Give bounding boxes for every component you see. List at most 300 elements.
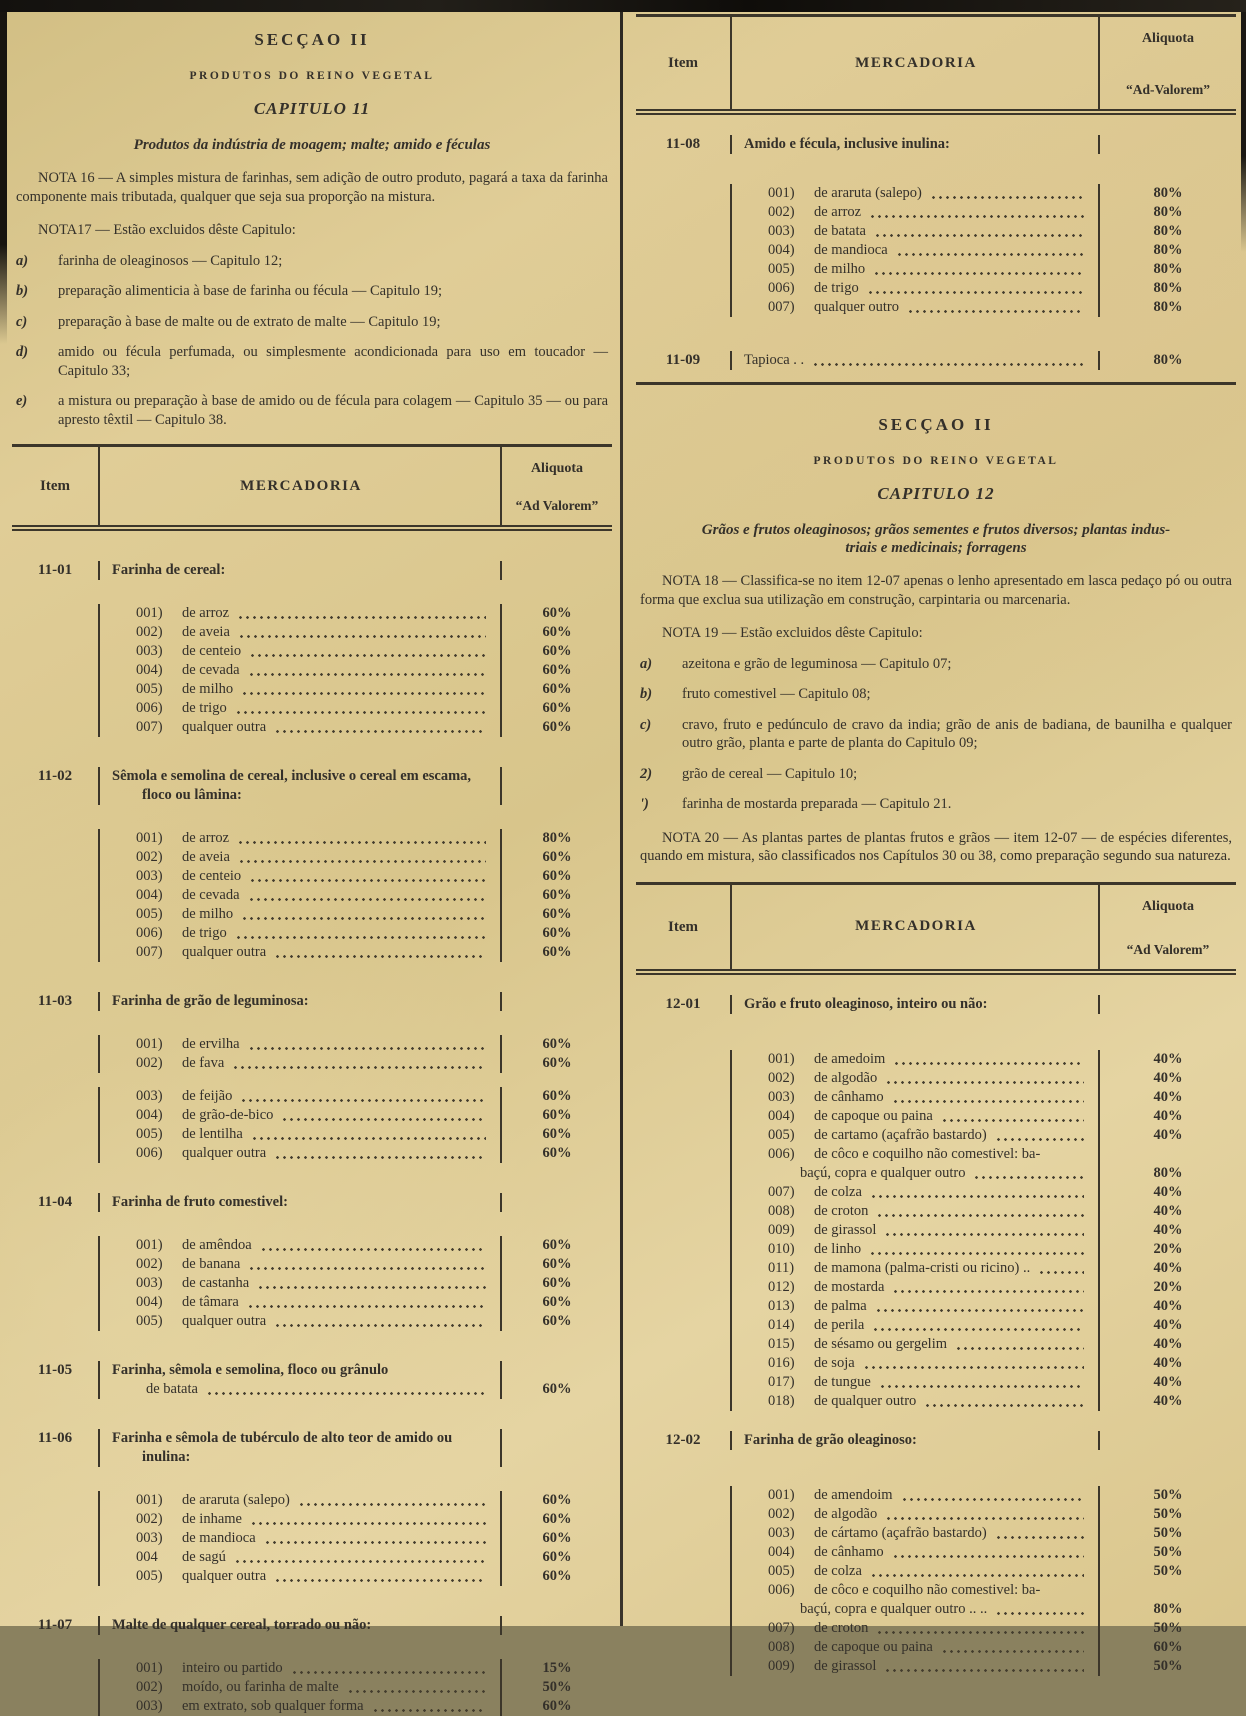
group-heading: Grão e fruto oleaginoso, inteiro ou não: — [744, 995, 988, 1012]
section-subtitle: PRODUTOS DO REINO VEGETAL — [813, 455, 1059, 467]
rate-cell: 50% — [1098, 1657, 1236, 1676]
dotted-leader — [249, 1305, 486, 1308]
mercadoria-cell — [100, 604, 500, 623]
exclusion-item — [16, 392, 608, 429]
item-cell — [12, 1293, 100, 1312]
mercadoria-cell — [100, 623, 500, 642]
dotted-leader — [881, 1385, 1084, 1388]
chapter-description: Produtos da indústria de moagem; malte; amido e féculas — [133, 137, 491, 153]
mercadoria-cell — [100, 1236, 500, 1255]
item-cell — [636, 1107, 732, 1126]
dotted-leader — [276, 730, 486, 733]
item-cell — [12, 680, 100, 699]
dotted-leader — [871, 215, 1084, 218]
entry-line — [744, 222, 1088, 241]
rate-cell: 80% — [1098, 1164, 1236, 1183]
entry-line — [744, 1297, 1088, 1316]
dotted-leader — [886, 1233, 1084, 1236]
entry-code: 001) — [136, 1660, 163, 1676]
entry-label: de qualquer outro — [814, 1392, 917, 1409]
entry-code: 006) — [768, 280, 795, 296]
entry-label: de feijão — [182, 1088, 233, 1104]
entry-line — [744, 184, 1088, 203]
dotted-leader — [957, 1347, 1084, 1350]
rate-cell: 60% — [500, 661, 612, 680]
entry-code: 008) — [768, 1202, 795, 1219]
entry-label: de côco e coquilho não comestivel: ba- — [814, 1581, 1041, 1598]
mercadoria-cell — [100, 1361, 500, 1380]
mercadoria-cell — [732, 1486, 1098, 1505]
rate-cell — [1098, 135, 1236, 154]
entry-line — [744, 203, 1088, 222]
table-row — [12, 924, 612, 943]
table-row — [12, 1163, 612, 1212]
exclusion-text: amido ou fécula perfumada, ou simplesmente acondicionada para uso em toucador — Capitulo 33; — [58, 344, 608, 379]
entry-code: 004) — [768, 1543, 795, 1560]
entry-label: de batata — [146, 1381, 198, 1397]
table-row — [636, 298, 1236, 317]
note-18: NOTA 18 — Classifica-se no item 12-07 apenas o lenho apresentado em lasca pedaço pó ou outra forma que exclua sua utilização em construção, carpintaria ou marcenaria. — [640, 573, 1232, 608]
entry-label: qualquer outro — [814, 299, 899, 315]
mercadoria-cell — [732, 1240, 1098, 1259]
exclusion-item — [16, 343, 608, 380]
item-cell — [636, 279, 732, 298]
table-row — [12, 1380, 612, 1399]
chapter11-exclusions — [12, 252, 612, 430]
entry-label: de algodão — [814, 1069, 878, 1086]
item-cell — [636, 1505, 732, 1524]
table-row — [636, 1107, 1236, 1126]
rate-cell: 60% — [500, 699, 612, 718]
mercadoria-cell — [100, 848, 500, 867]
entry-code: 003) — [136, 1698, 163, 1714]
table-row — [636, 1524, 1236, 1543]
exclusion-text: preparação à base de malte ou de extrato de malte — Capitulo 19; — [58, 313, 441, 330]
entry-code: 001) — [136, 605, 163, 621]
item-cell — [636, 1069, 732, 1088]
chapter-description-line1: Grãos e frutos oleaginosos; grãos sementes e frutos diversos; plantas indus- — [701, 522, 1171, 538]
section-title: SECÇAO II — [878, 415, 994, 434]
entry-code: 002) — [136, 849, 163, 865]
item-code: 12-02 — [636, 1431, 732, 1450]
item-cell — [12, 886, 100, 905]
dotted-leader — [259, 1286, 486, 1289]
column-header-item: Item — [636, 885, 732, 969]
mercadoria-cell — [732, 1638, 1098, 1657]
table-row — [12, 1054, 612, 1073]
rate-cell: 50% — [1098, 1486, 1236, 1505]
dotted-leader — [239, 841, 486, 844]
rate-cell — [500, 561, 612, 580]
entry-line — [744, 279, 1088, 298]
rate-cell: 40% — [1098, 1069, 1236, 1088]
item-cell — [636, 1486, 732, 1505]
entry-line — [744, 1107, 1088, 1126]
entry-line — [112, 680, 490, 699]
table-row — [12, 805, 612, 848]
rate-cell: 40% — [1098, 1107, 1236, 1126]
table-row — [636, 1240, 1236, 1259]
rate-cell: 60% — [500, 1548, 612, 1567]
rate-cell — [500, 1361, 612, 1380]
entry-label: de colza — [814, 1562, 862, 1579]
aliquota-label: Aliquota — [530, 461, 584, 476]
rate-cell: 60% — [500, 680, 612, 699]
entry-label: de cartamo (açafrão bastardo) — [814, 1126, 987, 1143]
entry-label: em extrato, sob qualquer forma — [182, 1698, 364, 1714]
entry-label: de arroz — [814, 204, 862, 220]
rate-cell: 60% — [500, 1380, 612, 1399]
rate-cell: 40% — [1098, 1297, 1236, 1316]
dotted-leader — [276, 1324, 486, 1327]
mercadoria-cell — [732, 279, 1098, 298]
entry-code: 001) — [136, 1492, 163, 1508]
item-cell — [12, 1380, 100, 1399]
exclusion-text: a mistura ou preparação à base de amido ou de fécula para colagem — Capitulo 35 — ou para apresto têxtil — Capitulo 38. — [58, 393, 608, 428]
exclusion-item — [640, 685, 1232, 704]
entry-line — [744, 1657, 1088, 1676]
table-row — [636, 1373, 1236, 1392]
entry-code: 008) — [768, 1638, 795, 1655]
entry-line — [744, 1619, 1088, 1638]
entry-line — [744, 1392, 1088, 1411]
table-row — [636, 1505, 1236, 1524]
entry-line — [744, 1221, 1088, 1240]
item-code: 12-01 — [636, 995, 732, 1014]
table-row — [636, 1392, 1236, 1411]
item-cell — [12, 604, 100, 623]
entry-label: de milho — [182, 906, 234, 922]
rate-cell: 20% — [1098, 1240, 1236, 1259]
exclusion-letter: ') — [640, 796, 649, 812]
entry-label: de trigo — [182, 925, 227, 941]
mercadoria-cell — [732, 1524, 1098, 1543]
entry-label: qualquer outra — [182, 1145, 267, 1161]
entry-label: qualquer outra — [182, 1568, 267, 1584]
entry-code: 007) — [136, 719, 163, 735]
section-subtitle: PRODUTOS DO REINO VEGETAL — [189, 70, 435, 82]
table-row — [636, 1259, 1236, 1278]
item-cell — [12, 661, 100, 680]
entry-code: 001) — [136, 1036, 163, 1052]
dotted-leader — [898, 253, 1084, 256]
table-row — [12, 1635, 612, 1678]
rate-cell: 60% — [500, 924, 612, 943]
group-heading: Farinha, sêmola e semolina, floco ou grânulo — [112, 1362, 389, 1378]
entry-label: de mandioca — [182, 1530, 256, 1546]
table-row — [636, 260, 1236, 279]
table-row — [12, 1586, 612, 1635]
dotted-leader — [909, 310, 1084, 313]
entry-label: de milho — [814, 261, 866, 277]
tariff-table-chapter12 — [636, 882, 1236, 1676]
rate-cell: 60% — [500, 1274, 612, 1293]
entry-code: 007) — [768, 1619, 795, 1636]
exclusion-letter: b) — [16, 283, 29, 299]
item-cell — [636, 203, 732, 222]
mercadoria-cell — [100, 1616, 500, 1635]
rate-cell: 40% — [1098, 1373, 1236, 1392]
rate-cell: 60% — [500, 1054, 612, 1073]
dotted-leader — [895, 1062, 1084, 1065]
mercadoria-cell — [100, 924, 500, 943]
mercadoria-cell — [732, 1050, 1098, 1069]
table-row — [636, 1562, 1236, 1581]
mercadoria-cell — [100, 767, 500, 805]
dotted-leader — [871, 1252, 1084, 1255]
entry-code: 005) — [768, 1562, 795, 1579]
mercadoria-cell — [100, 1087, 500, 1106]
entry-label: de sésamo ou gergelim — [814, 1335, 948, 1352]
entry-code: 009) — [768, 1657, 795, 1674]
rate-cell: 60% — [500, 1567, 612, 1586]
dotted-leader — [872, 1574, 1084, 1577]
dotted-leader — [894, 1555, 1084, 1558]
entry-label: de girassol — [814, 1221, 877, 1238]
note-16: NOTA 16 — A simples mistura de farinhas, sem adição de outro produto, pagará a taxa da farinha componente mais tributada, qualquer que seja sua proporção na mistura. — [16, 170, 608, 205]
dotted-leader — [253, 1137, 486, 1140]
entry-code: 003) — [768, 223, 795, 239]
table-row — [636, 1619, 1236, 1638]
rate-cell: 40% — [1098, 1392, 1236, 1411]
dotted-leader — [237, 711, 486, 714]
entry-line — [112, 718, 490, 737]
dotted-leader — [250, 1267, 486, 1270]
rate-cell: 50% — [1098, 1505, 1236, 1524]
item-cell — [636, 1619, 732, 1638]
item-cell — [12, 829, 100, 848]
entry-line — [112, 1529, 490, 1548]
mercadoria-cell — [100, 1567, 500, 1586]
entry-line — [112, 1380, 490, 1399]
entry-code: 004) — [136, 1294, 163, 1310]
table-row — [636, 1145, 1236, 1164]
item-code: 11-04 — [12, 1193, 100, 1212]
entry-line — [112, 1236, 490, 1255]
rate-cell: 40% — [1098, 1259, 1236, 1278]
entry-line — [744, 1505, 1088, 1524]
column-header-aliquota — [1098, 885, 1236, 969]
mercadoria-cell — [100, 642, 500, 661]
rate-cell: 80% — [1098, 279, 1236, 298]
entry-line — [744, 1638, 1088, 1657]
entry-label: de tâmara — [182, 1294, 239, 1310]
entry-label: de cevada — [182, 887, 240, 903]
entry-line — [744, 241, 1088, 260]
entry-label: de capoque ou paina — [814, 1107, 933, 1124]
entry-line — [744, 1202, 1088, 1221]
entry-label: de araruta (salepo) — [814, 185, 922, 201]
exclusion-text: cravo, fruto e pedúnculo de cravo da india; grão de anis de badiana, de baunilha e qualquer outro grão, planta e parte de planta do Capitulo 09; — [682, 716, 1232, 751]
item-cell — [12, 1144, 100, 1163]
item-cell — [636, 1562, 732, 1581]
table-row — [636, 222, 1236, 241]
dotted-leader — [262, 1248, 486, 1251]
entry-label: de arroz — [182, 605, 230, 621]
dotted-leader — [240, 860, 486, 863]
table-header — [12, 447, 612, 531]
entry-line — [744, 1581, 1088, 1600]
mercadoria-cell — [732, 298, 1098, 317]
table-row — [636, 317, 1236, 370]
chapter-title: CAPITULO 12 — [877, 484, 995, 503]
entry-line — [112, 886, 490, 905]
mercadoria-cell — [732, 222, 1098, 241]
exclusion-letter: b) — [640, 686, 653, 702]
mercadoria-cell — [732, 1354, 1098, 1373]
dotted-leader — [234, 1066, 486, 1069]
chapter-description-line2: triais e medicinais; forragens — [845, 540, 1027, 556]
table-row — [636, 1354, 1236, 1373]
entry-code: 005) — [136, 906, 163, 922]
scan-left-edge — [0, 12, 7, 344]
item-cell — [12, 1567, 100, 1586]
dotted-leader — [276, 1156, 486, 1159]
entry-code: 005) — [136, 681, 163, 697]
item-cell — [636, 1164, 732, 1183]
entry-label: de perila — [814, 1316, 865, 1333]
exclusion-item — [640, 765, 1232, 784]
mercadoria-cell — [100, 1106, 500, 1125]
entry-code: 001) — [136, 1237, 163, 1253]
mercadoria-cell — [100, 1510, 500, 1529]
item-cell — [636, 1202, 732, 1221]
entry-label: de milho — [182, 681, 234, 697]
entry-label: de tungue — [814, 1373, 871, 1390]
rate-cell: 50% — [1098, 1543, 1236, 1562]
table-row — [636, 1278, 1236, 1297]
mercadoria-cell — [100, 1274, 500, 1293]
exclusion-text: farinha de oleaginosos — Capitulo 12; — [58, 252, 283, 269]
entry-label: qualquer outra — [182, 1313, 267, 1329]
table-row — [12, 1331, 612, 1380]
note-17: NOTA17 — Estão excluidos dêste Capitulo: — [38, 222, 296, 238]
item-cell — [636, 1638, 732, 1657]
exclusion-text: grão de cereal — Capitulo 10; — [682, 765, 858, 782]
exclusion-letter: a) — [16, 252, 29, 269]
entry-label: de araruta (salepo) — [182, 1492, 290, 1508]
rate-cell: 20% — [1098, 1278, 1236, 1297]
exclusion-item — [16, 282, 608, 301]
rate-cell: 40% — [1098, 1126, 1236, 1145]
entry-label: de cevada — [182, 662, 240, 678]
exclusion-item — [16, 252, 608, 271]
rate-cell: 60% — [500, 1529, 612, 1548]
entry-code: 015) — [768, 1335, 795, 1352]
entry-code: 001) — [136, 830, 163, 846]
table-row — [12, 661, 612, 680]
note-20: NOTA 20 — As plantas partes de plantas frutos e grãos — item 12-07 — de espécies diferentes, quando em mistura, são classificados nos Capítulos 30 ou 38, como preparação segundo sua natureza. — [640, 829, 1232, 864]
table-row — [636, 975, 1236, 1014]
table-row — [636, 1450, 1236, 1505]
item-cell — [12, 1312, 100, 1331]
dotted-leader — [250, 1047, 486, 1050]
group-heading: Farinha de grão oleaginoso: — [744, 1431, 917, 1448]
exclusion-letter: a) — [640, 655, 653, 672]
mercadoria-cell — [732, 1069, 1098, 1088]
rate-cell: 50% — [500, 1678, 612, 1697]
rate-cell: 50% — [1098, 1524, 1236, 1543]
entry-label: baçú, copra e qualquer outro .. .. — [800, 1600, 988, 1617]
mercadoria-cell — [732, 1543, 1098, 1562]
rate-cell: 50% — [1098, 1619, 1236, 1638]
entry-line — [112, 1293, 490, 1312]
entry-line — [112, 1035, 490, 1054]
table-row — [12, 642, 612, 661]
entry-line — [744, 260, 1088, 279]
table-row — [636, 1543, 1236, 1562]
item-cell — [12, 943, 100, 962]
exclusion-item — [640, 716, 1232, 753]
item-cell — [12, 848, 100, 867]
item-cell: 11-09 — [636, 351, 732, 370]
table-row — [12, 1073, 612, 1106]
entry-code: 009) — [768, 1221, 795, 1238]
dotted-leader — [997, 1536, 1084, 1539]
entry-code: 014) — [768, 1316, 795, 1333]
mercadoria-cell — [100, 1491, 500, 1510]
entry-code: 007) — [768, 1183, 795, 1200]
rate-cell: 60% — [500, 1144, 612, 1163]
entry-code: 005) — [136, 1313, 163, 1329]
mercadoria-cell — [732, 1107, 1098, 1126]
item-cell — [636, 260, 732, 279]
rate-cell: 60% — [500, 1125, 612, 1144]
entry-line — [744, 1335, 1088, 1354]
entry-line — [744, 1240, 1088, 1259]
table-row — [636, 1014, 1236, 1069]
entry-label: de aveia — [182, 624, 230, 640]
mercadoria-cell — [732, 995, 1098, 1014]
mercadoria-cell — [100, 661, 500, 680]
column-header-mercadoria: MERCADORIA — [855, 54, 977, 71]
entry-line — [112, 848, 490, 867]
rate-cell: 80% — [1098, 1600, 1236, 1619]
dotted-leader — [236, 1560, 486, 1563]
rate-cell: 60% — [500, 905, 612, 924]
entry-label: de palma — [814, 1297, 867, 1314]
group-heading: Farinha de cereal: — [112, 562, 226, 578]
item-cell — [12, 1510, 100, 1529]
group-heading: Sêmola e semolina de cereal, inclusive o cereal em escama, floco ou lâmina: — [112, 768, 472, 803]
entry-line — [744, 1259, 1088, 1278]
entry-line — [112, 699, 490, 718]
item-cell — [636, 1316, 732, 1335]
rate-cell: 60% — [500, 867, 612, 886]
rate-cell — [1098, 1581, 1236, 1600]
rate-cell: 60% — [500, 718, 612, 737]
column-header-mercadoria: MERCADORIA — [240, 477, 362, 494]
entry-code: 002) — [136, 1256, 163, 1272]
table-row — [12, 867, 612, 886]
item-cell — [636, 1088, 732, 1107]
rate-cell: 60% — [500, 1106, 612, 1125]
table-row — [12, 848, 612, 867]
mercadoria-cell — [100, 680, 500, 699]
entry-line — [112, 1567, 490, 1586]
entry-label: moído, ou farinha de malte — [182, 1679, 339, 1695]
entry-line — [744, 1183, 1088, 1202]
entry-code: 003) — [136, 868, 163, 884]
dotted-leader — [266, 1541, 486, 1544]
exclusion-letter: c) — [640, 716, 652, 733]
table-row — [12, 1510, 612, 1529]
entry-line — [112, 1087, 490, 1106]
table-row — [636, 1638, 1236, 1657]
mercadoria-cell — [100, 992, 500, 1011]
mercadoria-cell — [100, 699, 500, 718]
entry-line — [112, 1125, 490, 1144]
